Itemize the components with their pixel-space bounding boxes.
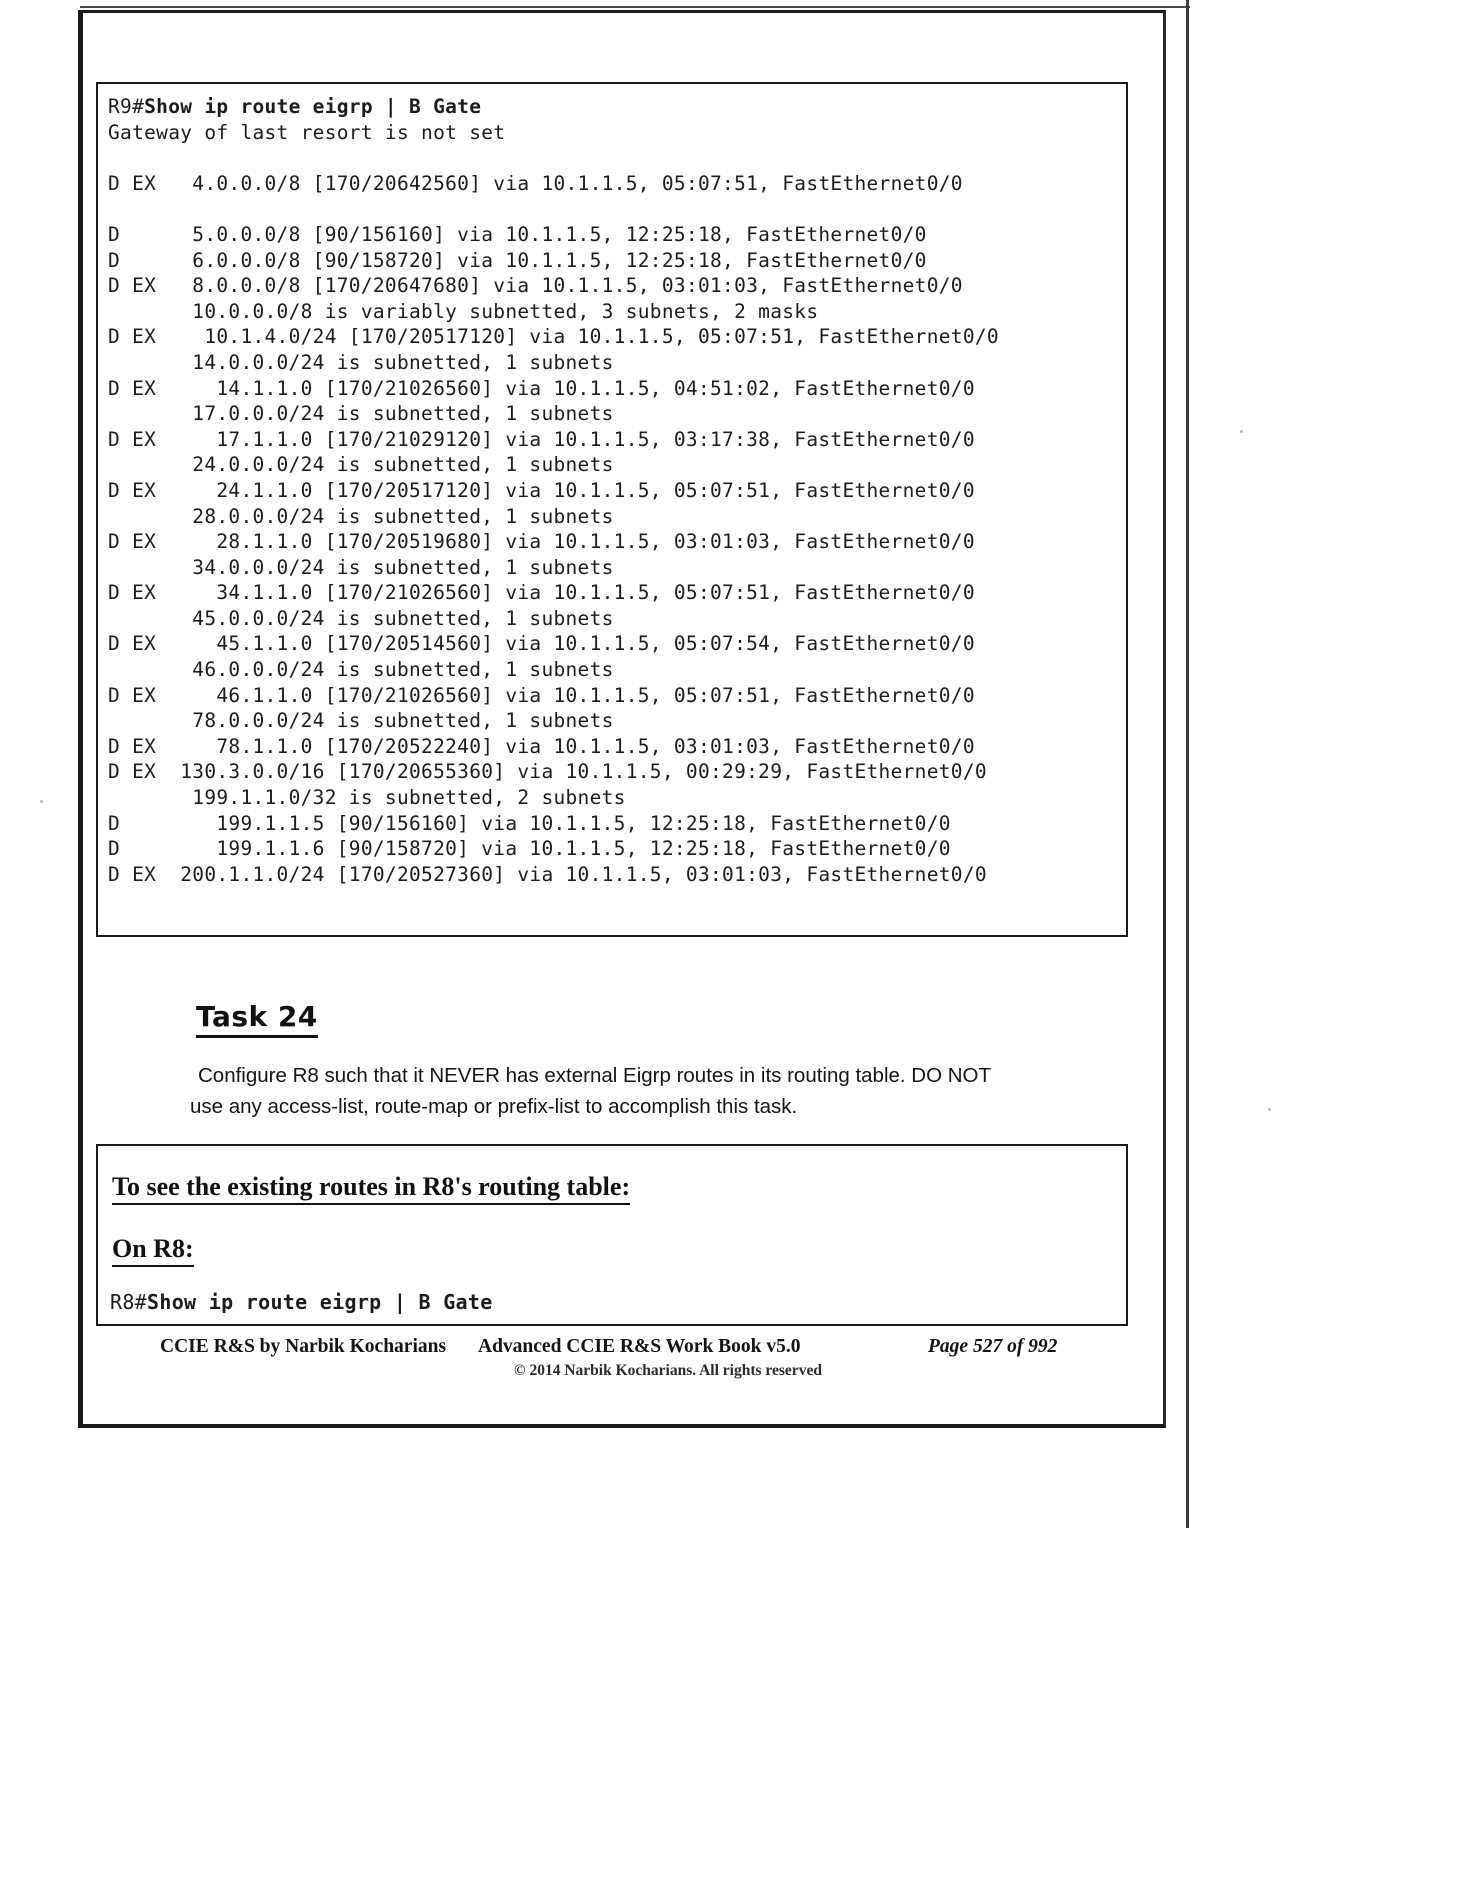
output-line: 46.0.0.0/24 is subnetted, 1 subnets bbox=[108, 658, 614, 682]
output-line: D EX 8.0.0.0/8 [170/20647680] via 10.1.1.5, 03:01:03, FastEthernet0/0 bbox=[108, 274, 963, 298]
output-line: D 5.0.0.0/8 [90/156160] via 10.1.1.5, 12:25:18, FastEthernet0/0 bbox=[108, 222, 927, 246]
output-line: D EX 24.1.1.0 [170/20517120] via 10.1.1.5, 05:07:51, FastEthernet0/0 bbox=[108, 478, 975, 502]
prompt-command: Show ip route eigrp | B Gate bbox=[144, 95, 482, 118]
router-output-text bbox=[108, 94, 1118, 887]
output-line: D EX 34.1.1.0 [170/21026560] via 10.1.1.5, 05:07:51, FastEthernet0/0 bbox=[108, 581, 975, 605]
output-line: D EX 4.0.0.0/8 [170/20642560] via 10.1.1.5, 05:07:51, FastEthernet0/0 bbox=[108, 171, 963, 195]
prompt-prefix: R9# bbox=[108, 95, 145, 118]
task-description bbox=[190, 1060, 1048, 1122]
output-line: Gateway of last resort is not set bbox=[108, 120, 506, 144]
footer-book-title: Advanced CCIE R&S Work Book v5.0 bbox=[478, 1336, 801, 1357]
scan-speck bbox=[1268, 1108, 1271, 1111]
solution-command: Show ip route eigrp | B Gate bbox=[147, 1290, 493, 1314]
output-line: D 199.1.1.6 [90/158720] via 10.1.1.5, 12:25:18, FastEthernet0/0 bbox=[108, 837, 951, 861]
scan-speck bbox=[1240, 430, 1243, 433]
page-top-rule bbox=[80, 6, 1190, 8]
output-line bbox=[108, 145, 1118, 171]
output-line bbox=[108, 196, 1118, 222]
output-line: 34.0.0.0/24 is subnetted, 1 subnets bbox=[108, 555, 614, 579]
output-line: D EX 45.1.1.0 [170/20514560] via 10.1.1.5, 05:07:54, FastEthernet0/0 bbox=[108, 632, 975, 656]
output-line: 24.0.0.0/24 is subnetted, 1 subnets bbox=[108, 453, 614, 477]
solution-box bbox=[96, 1144, 1128, 1326]
output-line: 14.0.0.0/24 is subnetted, 1 subnets bbox=[108, 350, 614, 374]
footer-copyright: © 2014 Narbik Kocharians. All rights reserved bbox=[514, 1362, 822, 1379]
router-output-box bbox=[96, 82, 1128, 937]
footer-page-number: Page 527 of 992 bbox=[928, 1336, 1058, 1357]
solution-prompt-prefix: R8# bbox=[110, 1290, 148, 1314]
task-description-line1: Configure R8 such that it NEVER has external Eigrp routes in its routing table. DO NOT bbox=[198, 1064, 992, 1087]
output-line: D EX 17.1.1.0 [170/21029120] via 10.1.1.5, 03:17:38, FastEthernet0/0 bbox=[108, 427, 975, 451]
output-line: D 199.1.1.5 [90/156160] via 10.1.1.5, 12:25:18, FastEthernet0/0 bbox=[108, 811, 951, 835]
output-line: D EX 46.1.1.0 [170/21026560] via 10.1.1.5, 05:07:51, FastEthernet0/0 bbox=[108, 683, 975, 707]
task-description-line2: use any access-list, route-map or prefix-list to accomplish this task. bbox=[190, 1095, 798, 1118]
output-line: D EX 78.1.1.0 [170/20522240] via 10.1.1.5, 03:01:03, FastEthernet0/0 bbox=[108, 734, 975, 758]
scan-speck bbox=[40, 800, 43, 803]
solution-command-line bbox=[110, 1290, 493, 1314]
footer-author: CCIE R&S by Narbik Kocharians bbox=[160, 1336, 447, 1357]
output-line: 17.0.0.0/24 is subnetted, 1 subnets bbox=[108, 402, 614, 426]
output-line: D 6.0.0.0/8 [90/158720] via 10.1.1.5, 12:25:18, FastEthernet0/0 bbox=[108, 248, 927, 272]
command-prompt-line bbox=[108, 94, 1118, 120]
output-line: D EX 200.1.1.0/24 [170/20527360] via 10.1.1.5, 03:01:03, FastEthernet0/0 bbox=[108, 862, 987, 886]
page-footer bbox=[96, 1336, 1128, 1406]
task-heading: Task 24 bbox=[196, 1000, 318, 1038]
solution-title: To see the existing routes in R8's routing table: bbox=[112, 1172, 630, 1205]
output-line: D EX 28.1.1.0 [170/20519680] via 10.1.1.5, 03:01:03, FastEthernet0/0 bbox=[108, 530, 975, 554]
output-line: 45.0.0.0/24 is subnetted, 1 subnets bbox=[108, 606, 614, 630]
output-line: 199.1.1.0/32 is subnetted, 2 subnets bbox=[108, 786, 626, 810]
solution-subtitle: On R8: bbox=[112, 1234, 194, 1267]
output-line: 78.0.0.0/24 is subnetted, 1 subnets bbox=[108, 709, 614, 733]
output-line: D EX 10.1.4.0/24 [170/20517120] via 10.1.1.5, 05:07:51, FastEthernet0/0 bbox=[108, 325, 999, 349]
page-right-edge bbox=[1186, 0, 1189, 1528]
output-line: D EX 130.3.0.0/16 [170/20655360] via 10.1.1.5, 00:29:29, FastEthernet0/0 bbox=[108, 760, 987, 784]
output-line: 10.0.0.0/8 is variably subnetted, 3 subnets, 2 masks bbox=[108, 299, 819, 323]
output-line: 28.0.0.0/24 is subnetted, 1 subnets bbox=[108, 504, 614, 528]
output-line: D EX 14.1.1.0 [170/21026560] via 10.1.1.5, 04:51:02, FastEthernet0/0 bbox=[108, 376, 975, 400]
